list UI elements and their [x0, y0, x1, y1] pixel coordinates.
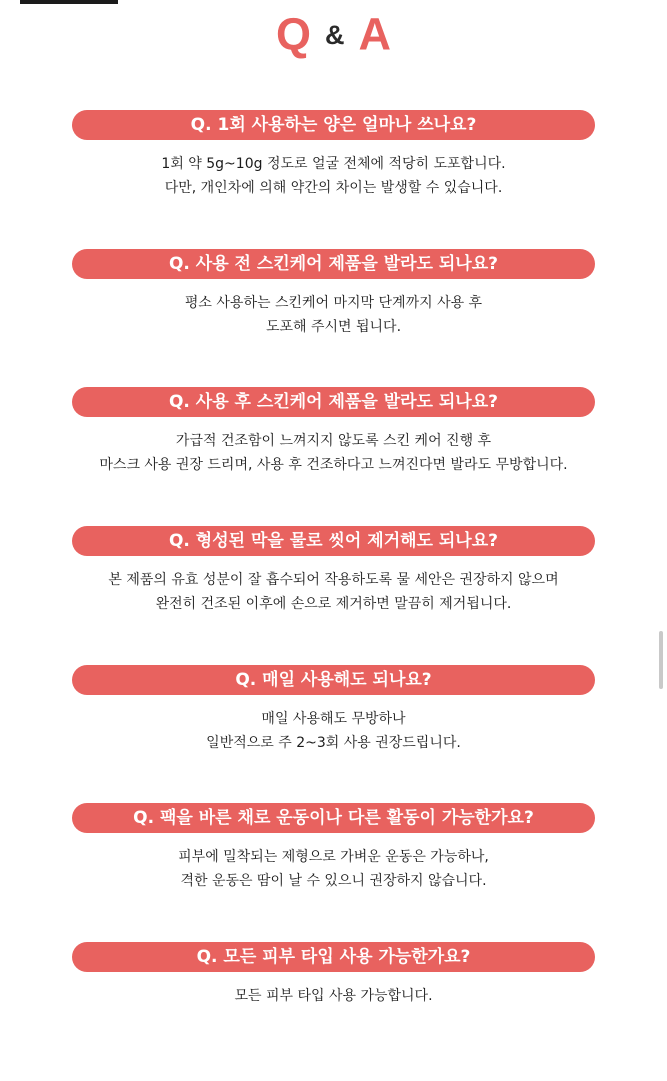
- header-letter-q: Q: [275, 8, 311, 60]
- answer-line: 1회 약 5g~10g 정도로 얼굴 전체에 적당히 도포합니다.: [161, 156, 506, 172]
- answer-line: 도포해 주시면 됩니다.: [265, 318, 402, 335]
- answer-line: 일반적으로 주 2~3회 사용 권장드립니다.: [206, 734, 461, 751]
- qa-item-daily-use: [0, 665, 667, 804]
- qa-item-usage-amount: [0, 110, 667, 249]
- qa-item-wash-off: [0, 526, 667, 665]
- answer-line: 평소 사용하는 스킨케어 마지막 단계까지 사용 후: [184, 294, 483, 311]
- question-pill: Q. 매일 사용해도 되나요?: [72, 665, 595, 695]
- question-pill: Q. 1회 사용하는 양은 얼마나 쓰나요?: [72, 110, 595, 140]
- answer-line: 매일 사용해도 무방하나: [261, 710, 406, 727]
- answer-text: [0, 429, 667, 477]
- question-pill: Q. 형성된 막을 물로 씻어 제거해도 되나요?: [72, 526, 595, 556]
- answer-text: [0, 707, 667, 755]
- header-letter-a: A: [358, 8, 391, 60]
- question-pill: Q. 사용 후 스킨케어 제품을 발라도 되나요?: [72, 387, 595, 417]
- answer-line: 본 제품의 유효 성분이 잘 흡수되어 작용하도록 물 세안은 권장하지 않으며: [108, 572, 559, 589]
- answer-line: 다만, 개인차에 의해 약간의 차이는 발생할 수 있습니다.: [164, 180, 503, 196]
- answer-line: 모든 피부 타입 사용 가능합니다.: [234, 988, 433, 1005]
- answer-line: 완전히 건조된 이후에 손으로 제거하면 말끔히 제거됩니다.: [155, 596, 512, 613]
- question-pill: Q. 팩을 바른 채로 운동이나 다른 활동이 가능한가요?: [72, 803, 595, 833]
- qa-item-skin-types: [0, 942, 667, 1081]
- qa-list: [0, 110, 667, 1081]
- answer-line: 가급적 건조함이 느껴지지 않도록 스킨 케어 진행 후: [175, 433, 492, 450]
- answer-text: [0, 568, 667, 616]
- answer-text: [0, 152, 667, 200]
- qa-header: [0, 4, 667, 64]
- qa-item-exercise: [0, 803, 667, 942]
- scrollbar-thumb[interactable]: [659, 631, 663, 689]
- qa-item-before-skincare: [0, 249, 667, 388]
- answer-text: [0, 845, 667, 893]
- qa-item-after-skincare: [0, 387, 667, 526]
- answer-line: 격한 운동은 땀이 날 수 있으니 권장하지 않습니다.: [180, 873, 487, 890]
- question-pill: Q. 모든 피부 타입 사용 가능한가요?: [72, 942, 595, 972]
- answer-line: 피부에 밀착되는 제형으로 가벼운 운동은 가능하나,: [178, 849, 489, 866]
- answer-text: [0, 984, 667, 1008]
- question-pill: Q. 사용 전 스킨케어 제품을 발라도 되나요?: [72, 249, 595, 279]
- header-ampersand: &: [325, 19, 345, 50]
- answer-text: [0, 291, 667, 339]
- answer-line: 마스크 사용 권장 드리며, 사용 후 건조하다고 느껴진다면 발라도 무방합니다.: [99, 457, 568, 474]
